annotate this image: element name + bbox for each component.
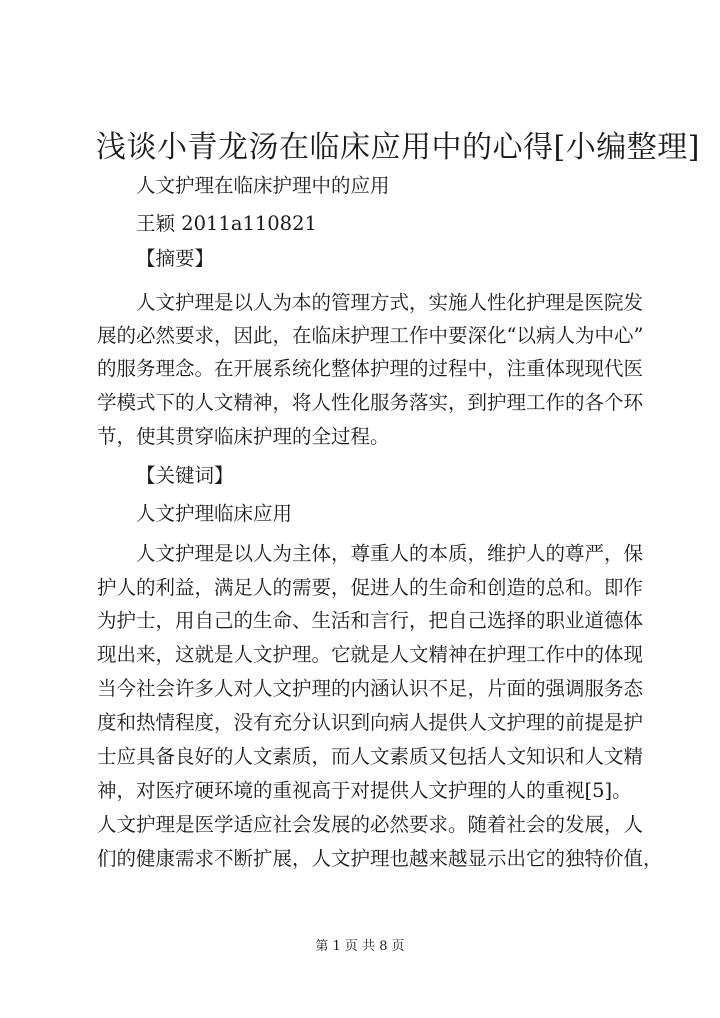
body-line: 士应具备良好的人文素质，而人文素质又包括人文知识和人文精 — [97, 745, 644, 768]
body-line: 人文护理是医学适应社会发展的必然要求。随着社会的发展，人 — [97, 813, 644, 836]
body-line: 们的健康需求不断扩展，人文护理也越来越显示出它的独特价值， — [97, 847, 663, 870]
body-line: 护人的利益，满足人的需要，促进人的生命和创造的总和。即作 — [97, 576, 644, 599]
abstract-line: 展的必然要求，因此，在临床护理工作中要深化“以病人为中心” — [97, 324, 644, 347]
document-title: 浅谈小青龙汤在临床应用中的心得[小编整理] — [96, 130, 700, 165]
author-line: 王颖 2011a110821 — [136, 212, 317, 235]
abstract-line: 学模式下的人文精神，将人性化服务落实，到护理工作的各个环 — [97, 391, 644, 414]
abstract-line: 人文护理是以人为本的管理方式，实施人性化护理是医院发 — [136, 291, 644, 314]
body-line: 为护士，用自己的生命、生活和言行，把自己选择的职业道德体 — [97, 609, 644, 632]
body-line: 现出来，这就是人文护理。它就是人文精神在护理工作中的体现 — [97, 643, 644, 666]
body-line: 人文护理是以人为主体，尊重人的本质，维护人的尊严，保 — [136, 542, 644, 565]
keywords-heading: 【关键词】 — [136, 464, 234, 487]
abstract-heading: 【摘要】 — [136, 247, 215, 270]
abstract-line: 的服务理念。在开展系统化整体护理的过程中，注重体现现代医 — [97, 357, 644, 380]
keywords-text: 人文护理临床应用 — [136, 502, 293, 525]
body-line: 当今社会许多人对人文护理的内涵认识不足，片面的强调服务态 — [97, 677, 644, 700]
document-subtitle: 人文护理在临床护理中的应用 — [136, 174, 390, 197]
body-line: 神，对医疗硬环境的重视高于对提供人文护理的人的重视[5]。 — [97, 779, 632, 802]
page-indicator: 第 1 页 共 8 页 — [315, 939, 405, 954]
abstract-line: 节，使其贯穿临床护理的全过程。 — [97, 425, 390, 448]
body-line: 度和热情程度，没有充分认识到向病人提供人文护理的前提是护 — [97, 711, 644, 734]
